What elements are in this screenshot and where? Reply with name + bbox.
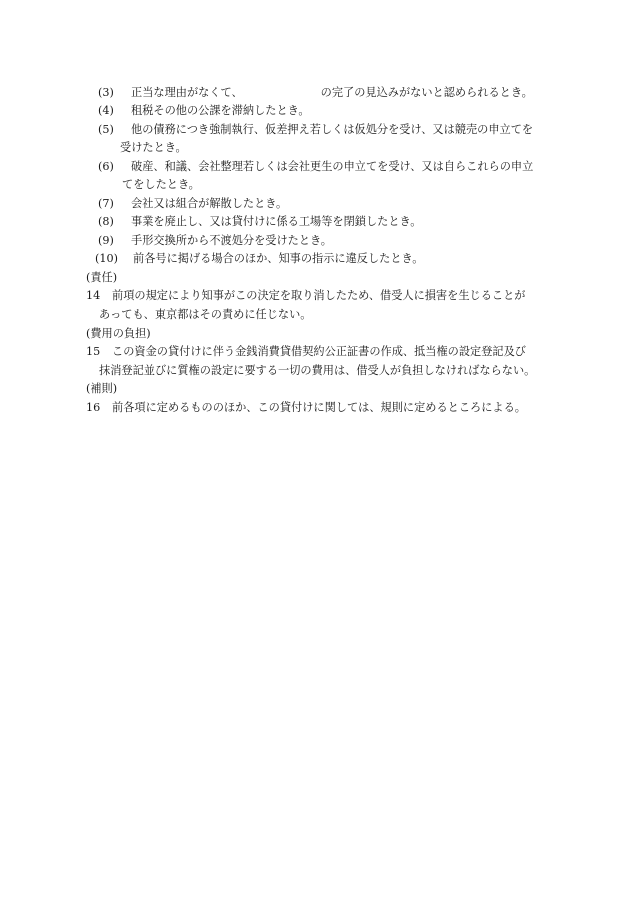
item-text xyxy=(131,85,533,101)
section-heading-liability: (責任) xyxy=(86,271,118,284)
item-text-before: 正当な理由がなくて、 xyxy=(131,86,243,99)
clause-number: 14 xyxy=(86,289,101,302)
item-text: 租税その他の公課を滞納したとき。 xyxy=(131,104,310,117)
clause-14-continuation: あっても、東京都はその責めに任じない。 xyxy=(99,308,312,321)
section-heading-supplementary: (補則) xyxy=(86,382,118,395)
item-text: 事業を廃止し、又は貸付けに係る工場等を閉鎖したとき。 xyxy=(131,215,422,228)
item-text: 会社又は組合が解散したとき。 xyxy=(131,197,288,210)
item-number: (6) xyxy=(98,160,114,173)
item-text: 手形交換所から不渡処分を受けたとき。 xyxy=(131,234,332,247)
item-number: (8) xyxy=(98,215,114,228)
list-item-5-continuation: 受けたとき。 xyxy=(120,141,187,154)
clause-text: 前項の規定により知事がこの決定を取り消したため、借受人に損害を生じることが xyxy=(112,289,526,302)
item-number: (3) xyxy=(98,86,114,99)
item-number: (5) xyxy=(98,123,114,136)
clause-text: 前各項に定めるもののほか、この貸付けに関しては、規則に定めるところによる。 xyxy=(112,401,526,414)
item-number: (7) xyxy=(98,197,114,210)
clause-15-continuation: 抹消登記並びに質権の設定に要する一切の費用は、借受人が負担しなければならない。 xyxy=(99,364,536,377)
item-text: 他の債務につき強制執行、仮差押え若しくは仮処分を受け、又は競売の申立てを xyxy=(131,123,534,136)
item-text: 前各号に掲げる場合のほか、知事の指示に違反したとき。 xyxy=(133,252,424,265)
item-text: 破産、和議、会社整理若しくは会社更生の申立てを受け、又は自らこれらの申立 xyxy=(131,160,534,173)
list-item-6-continuation: てをしたとき。 xyxy=(122,178,200,191)
item-number: (4) xyxy=(98,104,114,117)
item-number: (9) xyxy=(98,234,114,247)
clause-text: この資金の貸付けに伴う金銭消費貸借契約公正証書の作成、抵当権の設定登記及び xyxy=(112,345,526,358)
clause-number: 16 xyxy=(86,401,101,414)
item-text-after: の完了の見込みがないと認められるとき。 xyxy=(320,86,533,99)
section-heading-expenses: (費用の負担) xyxy=(86,327,151,340)
clause-number: 15 xyxy=(86,345,101,358)
item-number: (10) xyxy=(95,252,118,265)
